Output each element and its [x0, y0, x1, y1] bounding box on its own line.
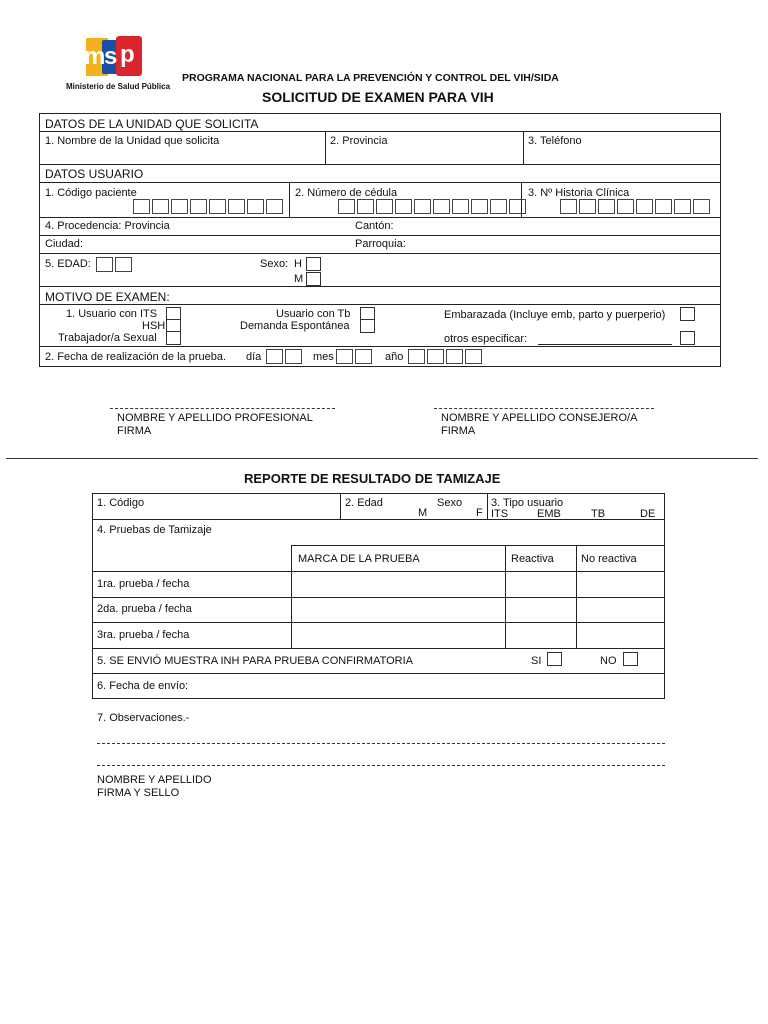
- motivo-trabajador-checkbox[interactable]: [166, 331, 181, 345]
- observaciones-line-1[interactable]: [97, 743, 665, 744]
- observaciones-label: 7. Observaciones.-: [97, 712, 190, 724]
- fecha-mes-boxes[interactable]: [336, 349, 374, 364]
- motivo-trabajador-label: Trabajador/a Sexual: [58, 332, 157, 344]
- usuario-heading: DATOS USUARIO: [45, 167, 144, 181]
- historia-boxes[interactable]: [560, 199, 712, 214]
- fecha-prueba-label: 2. Fecha de realización de la prueba.: [45, 351, 227, 363]
- envio-muestra-label: 5. SE ENVIÓ MUESTRA INH PARA PRUEBA CONFIRMATORIA: [97, 655, 414, 667]
- edad-label: 5. EDAD:: [45, 258, 91, 270]
- ciudad-label: Ciudad:: [45, 238, 83, 250]
- firma-profesional-line[interactable]: [110, 408, 335, 409]
- prueba-1-label: 1ra. prueba / fecha: [97, 578, 190, 590]
- reactiva-header: Reactiva: [511, 553, 554, 565]
- fecha-dia-label: día: [246, 351, 262, 363]
- firma-consejero-firma: FIRMA: [441, 425, 476, 437]
- historia-label: 3. Nº Historia Clínica: [528, 187, 630, 199]
- unidad-telefono-label: 3. Teléfono: [528, 135, 582, 147]
- motivo-otros-label: otros especificar:: [444, 333, 528, 345]
- tipo-its[interactable]: ITS: [491, 508, 509, 520]
- firma-profesional-nombre: NOMBRE Y APELLIDO PROFESIONAL: [117, 412, 313, 424]
- observaciones-line-2[interactable]: [97, 765, 665, 766]
- fecha-dia-boxes[interactable]: [266, 349, 304, 364]
- sexo-h-checkbox[interactable]: [306, 257, 321, 271]
- reporte-sexo-m[interactable]: M: [418, 507, 428, 519]
- cut-line: [6, 458, 758, 459]
- sexo-m-label: M: [294, 273, 304, 285]
- marca-prueba-header: MARCA DE LA PRUEBA: [298, 553, 420, 565]
- fecha-anio-label: año: [385, 351, 404, 363]
- unidad-heading: DATOS DE LA UNIDAD QUE SOLICITA: [45, 117, 259, 131]
- motivo-its-label: 1. Usuario con ITS: [66, 308, 158, 320]
- logo-caption: Ministerio de Salud Pública: [66, 82, 171, 91]
- cedula-label: 2. Número de cédula: [295, 187, 398, 199]
- reporte-sexo-label: Sexo: [437, 497, 463, 509]
- codigo-paciente-boxes[interactable]: [133, 199, 285, 214]
- motivo-embarazada-label: Embarazada (Incluye emb, parto y puerperio): [444, 309, 666, 321]
- sexo-label: Sexo:: [260, 258, 289, 270]
- reporte-title: REPORTE DE RESULTADO DE TAMIZAJE: [244, 471, 501, 486]
- tipo-de[interactable]: DE: [640, 508, 656, 520]
- unidad-nombre-label: 1. Nombre de la Unidad que solicita: [45, 135, 220, 147]
- cedula-boxes[interactable]: [338, 199, 528, 214]
- envio-no-label: NO: [600, 655, 617, 667]
- firma-profesional-firma: FIRMA: [117, 425, 152, 437]
- logo-letter-s: s: [104, 43, 118, 70]
- reporte-tipo-label: 3. Tipo usuario: [491, 497, 564, 509]
- codigo-paciente-label: 1. Código paciente: [45, 187, 137, 199]
- pruebas-tamizaje-label: 4. Pruebas de Tamizaje: [97, 524, 212, 536]
- unidad-provincia-label: 2. Provincia: [330, 135, 388, 147]
- motivo-demanda-checkbox[interactable]: [360, 319, 375, 333]
- reporte-nombre-label: NOMBRE Y APELLIDO: [97, 774, 212, 786]
- prueba-3-label: 3ra. prueba / fecha: [97, 629, 190, 641]
- prueba-2-label: 2da. prueba / fecha: [97, 603, 192, 615]
- fecha-mes-label: mes: [313, 351, 334, 363]
- firma-consejero-nombre: NOMBRE Y APELLIDO CONSEJERO/A: [441, 412, 638, 424]
- motivo-otros-checkbox[interactable]: [680, 331, 695, 345]
- motivo-hsh-label: HSH: [142, 320, 166, 332]
- firma-consejero-line[interactable]: [434, 408, 654, 409]
- procedencia-label: 4. Procedencia: Provincia: [45, 220, 170, 232]
- sexo-m-checkbox[interactable]: [306, 272, 321, 286]
- motivo-heading: MOTIVO DE EXAMEN:: [45, 290, 170, 304]
- envio-no-checkbox[interactable]: [623, 652, 638, 666]
- fecha-anio-boxes[interactable]: [408, 349, 484, 364]
- motivo-demanda-label: Demanda Espontánea: [240, 320, 350, 332]
- fecha-envio-label: 6. Fecha de envío:: [97, 680, 189, 692]
- motivo-tb-label: Usuario con Tb: [276, 308, 351, 320]
- envio-si-checkbox[interactable]: [547, 652, 562, 666]
- edad-boxes[interactable]: [96, 257, 134, 272]
- page-title: SOLICITUD DE EXAMEN PARA VIH: [262, 89, 494, 105]
- canton-label: Cantón:: [355, 220, 394, 232]
- tipo-tb[interactable]: TB: [591, 508, 606, 520]
- otros-especificar-line[interactable]: [538, 344, 672, 345]
- sexo-h-label: H: [294, 258, 302, 270]
- reporte-firma-sello-label: FIRMA Y SELLO: [97, 787, 180, 799]
- reporte-edad-label: 2. Edad: [345, 497, 383, 509]
- reporte-codigo-label: 1. Código: [97, 497, 145, 509]
- envio-si-label: SI: [531, 655, 542, 667]
- parroquia-label: Parroquia:: [355, 238, 406, 250]
- logo-letter-p: p: [120, 41, 135, 68]
- reporte-sexo-f[interactable]: F: [476, 507, 483, 519]
- tipo-emb[interactable]: EMB: [537, 508, 561, 520]
- motivo-embarazada-checkbox[interactable]: [680, 307, 695, 321]
- logo-letter-m: m: [84, 43, 106, 70]
- program-title: PROGRAMA NACIONAL PARA LA PREVENCIÓN Y CONTROL DEL VIH/SIDA: [182, 72, 559, 84]
- no-reactiva-header: No reactiva: [581, 553, 637, 565]
